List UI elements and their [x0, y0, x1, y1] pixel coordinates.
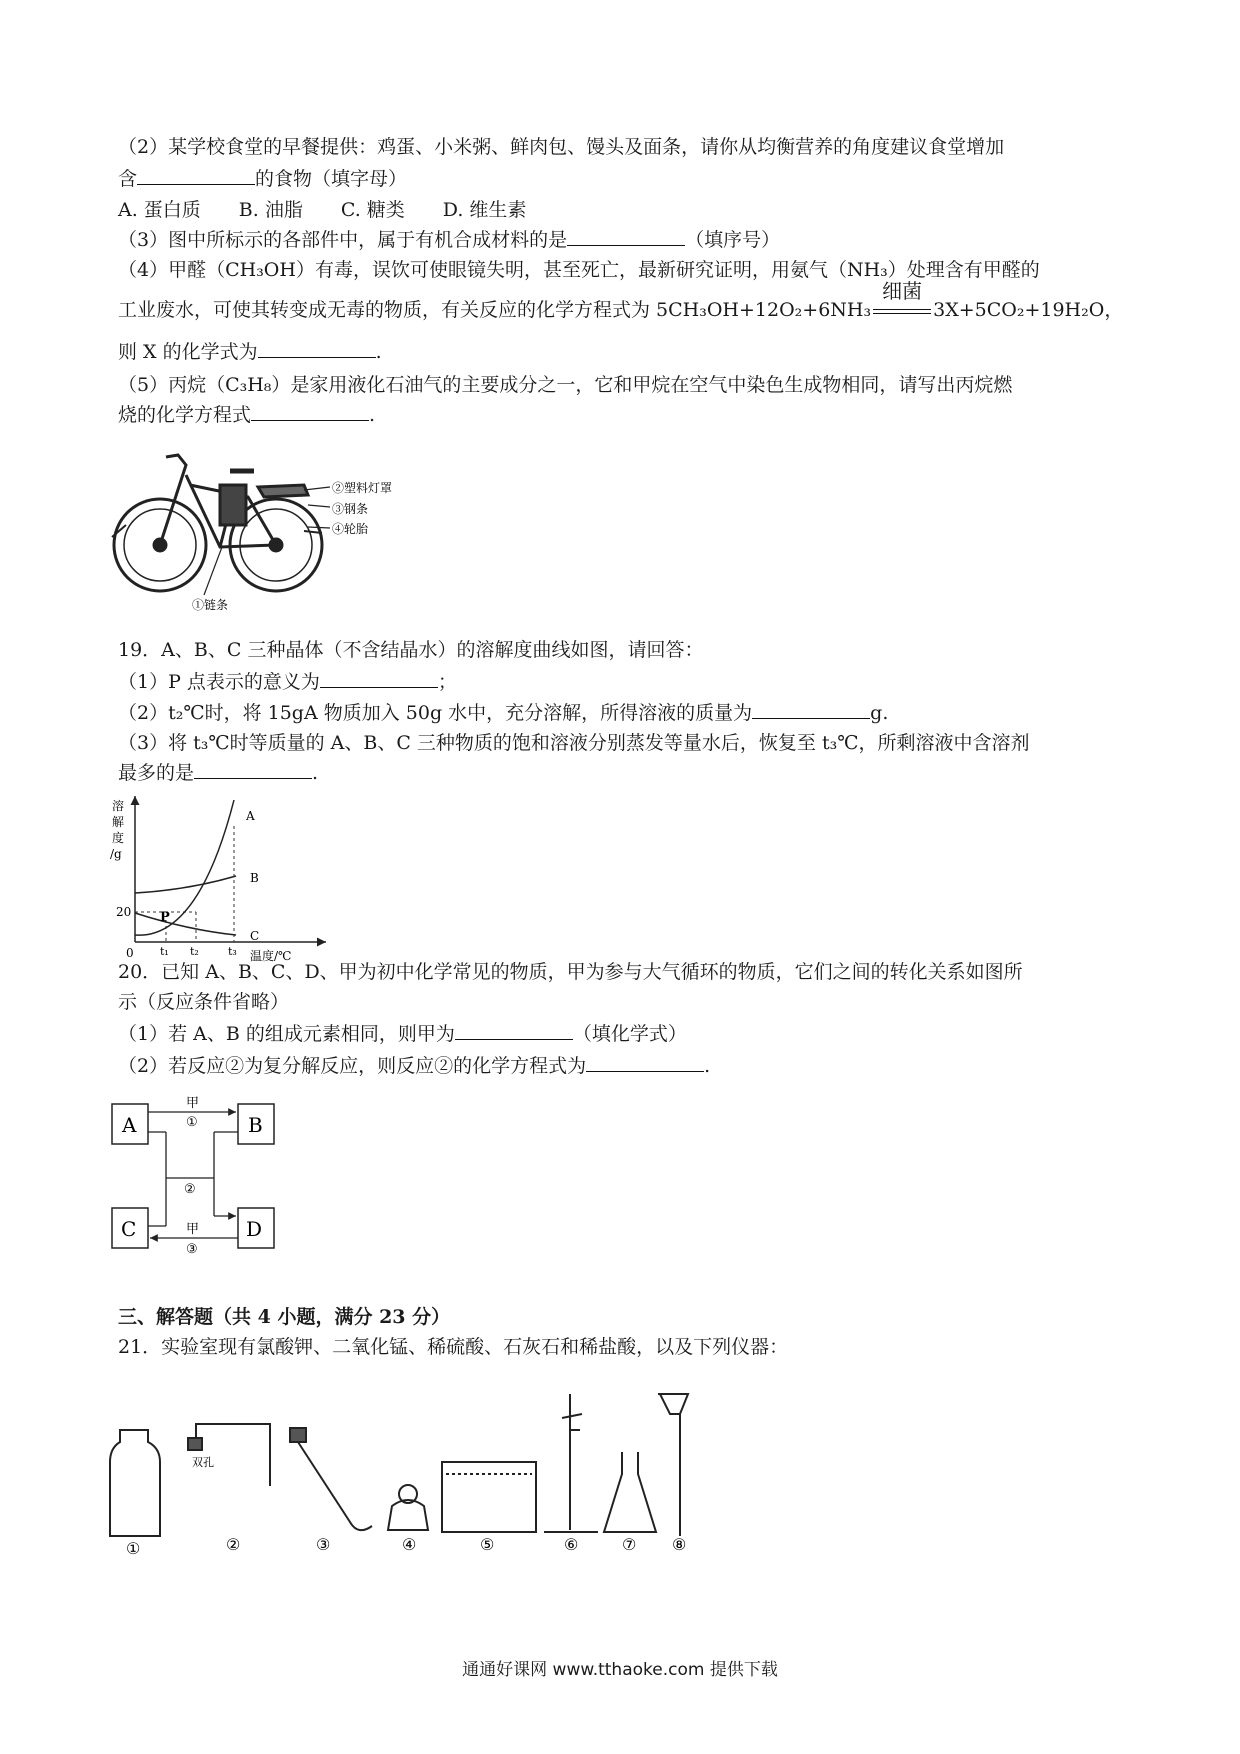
bicycle-figure	[108, 435, 408, 615]
y-label-3: 度	[112, 831, 125, 845]
bicycle-drawing	[112, 455, 322, 591]
alcohol-lamp-icon	[388, 1500, 428, 1530]
y-label-2: 解	[112, 815, 125, 829]
curve-a-label: A	[246, 809, 255, 823]
apparatus-label-6: ⑥	[564, 1535, 579, 1554]
apparatus-label-3: ③	[316, 1535, 331, 1554]
water-trough-icon	[442, 1462, 536, 1532]
q18-part4-line1: （4）甲醛（CH₃OH）有毒，误饮可使眼镜失明，甚至死亡，最新研究证明，用氨气（NH₃）处理含有甲醛的	[118, 259, 1040, 281]
answer-blank[interactable]	[586, 1055, 704, 1072]
q21-stem: 21．实验室现有氯酸钾、二氧化锰、稀硫酸、石灰石和稀盐酸，以及下列仪器：	[118, 1336, 789, 1358]
answer-blank[interactable]	[455, 1023, 573, 1040]
q20-stem-line1: 20．已知 A、B、C、D、甲为初中化学常见的物质，甲为参与大气循环的物质，它们之间的转化关系如图所	[118, 961, 1023, 983]
top-reactant-label: 甲	[186, 1096, 200, 1111]
apparatus-label-7: ⑦	[622, 1535, 637, 1554]
q20-part1	[118, 1022, 687, 1046]
stopper-label: 双孔	[192, 1456, 214, 1469]
q18-part3-post: （填序号）	[685, 229, 781, 251]
answer-blank[interactable]	[137, 168, 255, 185]
conversion-diagram	[108, 1090, 308, 1260]
iron-stand-icon	[544, 1394, 598, 1532]
gas-jar-icon	[110, 1430, 160, 1536]
q18-part2-post: 的食物（填字母）	[255, 168, 408, 190]
q18-part3-pre: （3）图中所标示的各部件中，属于有机合成材料的是	[118, 229, 568, 251]
bike-label-chain: ①链条	[192, 598, 229, 612]
solubility-graph	[108, 790, 338, 970]
q19-part2-post: g.	[870, 702, 889, 724]
q19-part3-line1: （3）将 t₃℃时等质量的 A、B、C 三种物质的饱和溶液分别蒸发等量水后，恢复至 t₃℃，所剩溶液中含溶剂	[118, 732, 1030, 754]
q19-stem: 19．A、B、C 三种晶体（不含结晶水）的溶解度曲线如图，请回答：	[118, 639, 704, 661]
q19-part1	[118, 670, 457, 694]
y-label-unit: /g	[110, 847, 122, 861]
curve-c	[135, 913, 236, 935]
q19-part2-pre: （2）t₂℃时，将 15gA 物质加入 50g 水中，充分溶解，所得溶液的质量为	[118, 702, 753, 724]
box-b-label: B	[248, 1113, 263, 1137]
answer-blank[interactable]	[752, 702, 870, 719]
page-footer: 通通好课网 www.tthaoke.com 提供下载	[462, 1660, 778, 1680]
bike-label-tire: ④轮胎	[332, 522, 369, 536]
q20-part2-post: .	[704, 1055, 711, 1077]
box-a-label: A	[122, 1113, 137, 1137]
bottom-reactant-label: 甲	[186, 1222, 200, 1237]
q18-part3	[118, 228, 780, 252]
q18-part5-line1: （5）丙烷（C₃H₈）是家用液化石油气的主要成分之一，它和甲烷在空气中染色生成物相同，请写出丙烷燃	[118, 374, 1013, 396]
reaction-condition: 细菌	[882, 279, 923, 303]
apparatus-label-8: ⑧	[672, 1535, 687, 1554]
origin-label: 0	[126, 946, 134, 960]
bent-tube-icon	[298, 1442, 372, 1530]
q18-part5-line2	[118, 403, 375, 427]
delivery-tube-icon	[196, 1424, 270, 1486]
apparatus-figure	[108, 1390, 798, 1560]
q19-part3-post: .	[312, 762, 319, 784]
bike-label-spoke: ③钢条	[332, 502, 369, 516]
bike-label-lampshade: ②塑料灯罩	[332, 481, 393, 495]
reaction-1-label: ①	[186, 1115, 198, 1130]
q20-part2-pre: （2）若反应②为复分解反应，则反应②的化学方程式为	[118, 1055, 587, 1077]
answer-blank[interactable]	[194, 762, 312, 779]
reaction-arrow	[871, 279, 933, 321]
q18-part4-line3	[118, 340, 382, 364]
point-p-label: P	[160, 910, 170, 925]
curve-b	[135, 876, 236, 893]
box-c-label: C	[121, 1217, 137, 1241]
apparatus-label-4: ④	[402, 1535, 417, 1554]
x-axis-label: 温度/℃	[250, 949, 292, 963]
curve-c-label: C	[250, 929, 260, 943]
q18-part4-post: .	[375, 341, 382, 363]
equation-right: 3X+5CO₂+19H₂O，	[933, 299, 1124, 321]
answer-blank[interactable]	[258, 341, 376, 358]
long-neck-funnel-icon	[658, 1394, 688, 1536]
q20-stem-line2: 示（反应条件省略）	[118, 991, 290, 1013]
q18-part5-post: .	[369, 404, 376, 426]
reaction-3-label: ③	[186, 1242, 198, 1257]
apparatus-label-5: ⑤	[480, 1535, 495, 1554]
q19-part1-pre: （1）P 点表示的意义为	[118, 671, 320, 693]
q20-part1-post: （填化学式）	[572, 1023, 687, 1045]
apparatus-label-2: ②	[226, 1535, 241, 1554]
q20-part1-pre: （1）若 A、B 的组成元素相同，则甲为	[118, 1023, 455, 1045]
q18-part5-pre: 烧的化学方程式	[118, 404, 252, 426]
q20-part2	[118, 1054, 710, 1078]
q19-part1-post: ；	[437, 671, 457, 693]
answer-blank[interactable]	[251, 404, 369, 421]
q18-part4-pre: 则 X 的化学式为	[118, 341, 258, 363]
q19-part3-pre: 最多的是	[118, 762, 195, 784]
conical-flask-icon	[604, 1452, 656, 1532]
q19-part2	[118, 701, 888, 725]
q18-part4-line2	[118, 279, 1124, 322]
y-tick-20: 20	[116, 905, 132, 919]
y-label-1: 溶	[112, 799, 125, 813]
q19-part3-line2	[118, 761, 318, 785]
box-d-label: D	[246, 1217, 263, 1241]
x-tick-t3: t₃	[228, 945, 237, 958]
x-tick-t2: t₂	[190, 945, 199, 958]
x-tick-t1: t₁	[160, 945, 169, 958]
answer-blank[interactable]	[320, 671, 438, 688]
guide-lines	[135, 826, 234, 942]
q18-part2-line1: （2）某学校食堂的早餐提供：鸡蛋、小米粥、鲜肉包、馒头及面条，请你从均衡营养的角度建议食堂增加	[118, 136, 1005, 158]
equation-left: 工业废水，可使其转变成无毒的物质，有关反应的化学方程式为 5CH₃OH+12O₂+6NH₃	[118, 299, 872, 321]
curve-b-label: B	[250, 871, 259, 885]
reaction-2-label: ②	[184, 1182, 196, 1197]
curve-a	[135, 800, 234, 935]
q18-part2-pre: 含	[118, 168, 138, 190]
answer-blank[interactable]	[567, 229, 685, 246]
apparatus-label-1: ①	[126, 1539, 141, 1558]
q18-options: A. 蛋白质 B. 油脂 C. 糖类 D. 维生素	[118, 199, 527, 221]
q18-part2-line2	[118, 167, 407, 191]
section3-title: 三、解答题（共 4 小题，满分 23 分）	[118, 1306, 451, 1328]
